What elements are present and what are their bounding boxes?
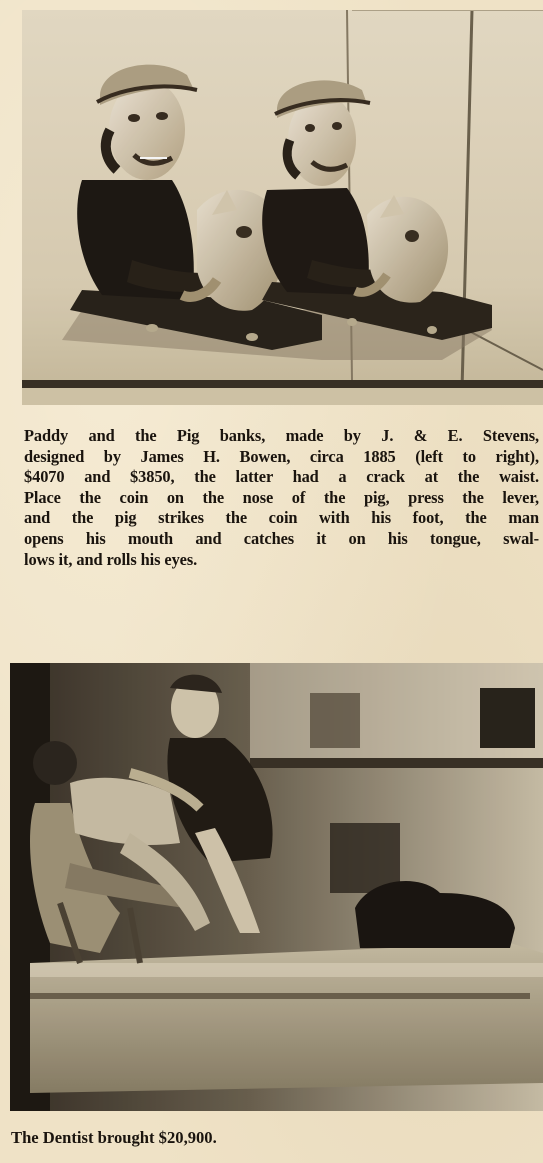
dentist-bank-photo bbox=[10, 663, 543, 1111]
caption-line: and the pig strikes the coin with his foot, the man bbox=[24, 508, 539, 528]
caption-line: Place the coin on the nose of the pig, press the lever, bbox=[24, 487, 539, 507]
caption-line: $4070 and $3850, the latter had a crack at the waist. bbox=[24, 467, 539, 487]
caption-line: Paddy and the Pig banks, made by J. & E. Stevens, bbox=[24, 426, 539, 445]
dentist-caption: The Dentist brought $20,900. bbox=[11, 1128, 217, 1147]
paddy-and-pig-banks-illustration bbox=[22, 10, 543, 405]
caption-line: opens his mouth and catches it on his tongue, swal- bbox=[24, 528, 539, 548]
dentist-bank-illustration bbox=[10, 663, 543, 1111]
banks-caption bbox=[24, 426, 539, 570]
caption-line: lows it, and rolls his eyes. bbox=[24, 549, 198, 569]
paddy-and-pig-banks-photo bbox=[22, 10, 543, 405]
caption-line: designed by James H. Bowen, circa 1885 (left to right), bbox=[24, 446, 539, 466]
